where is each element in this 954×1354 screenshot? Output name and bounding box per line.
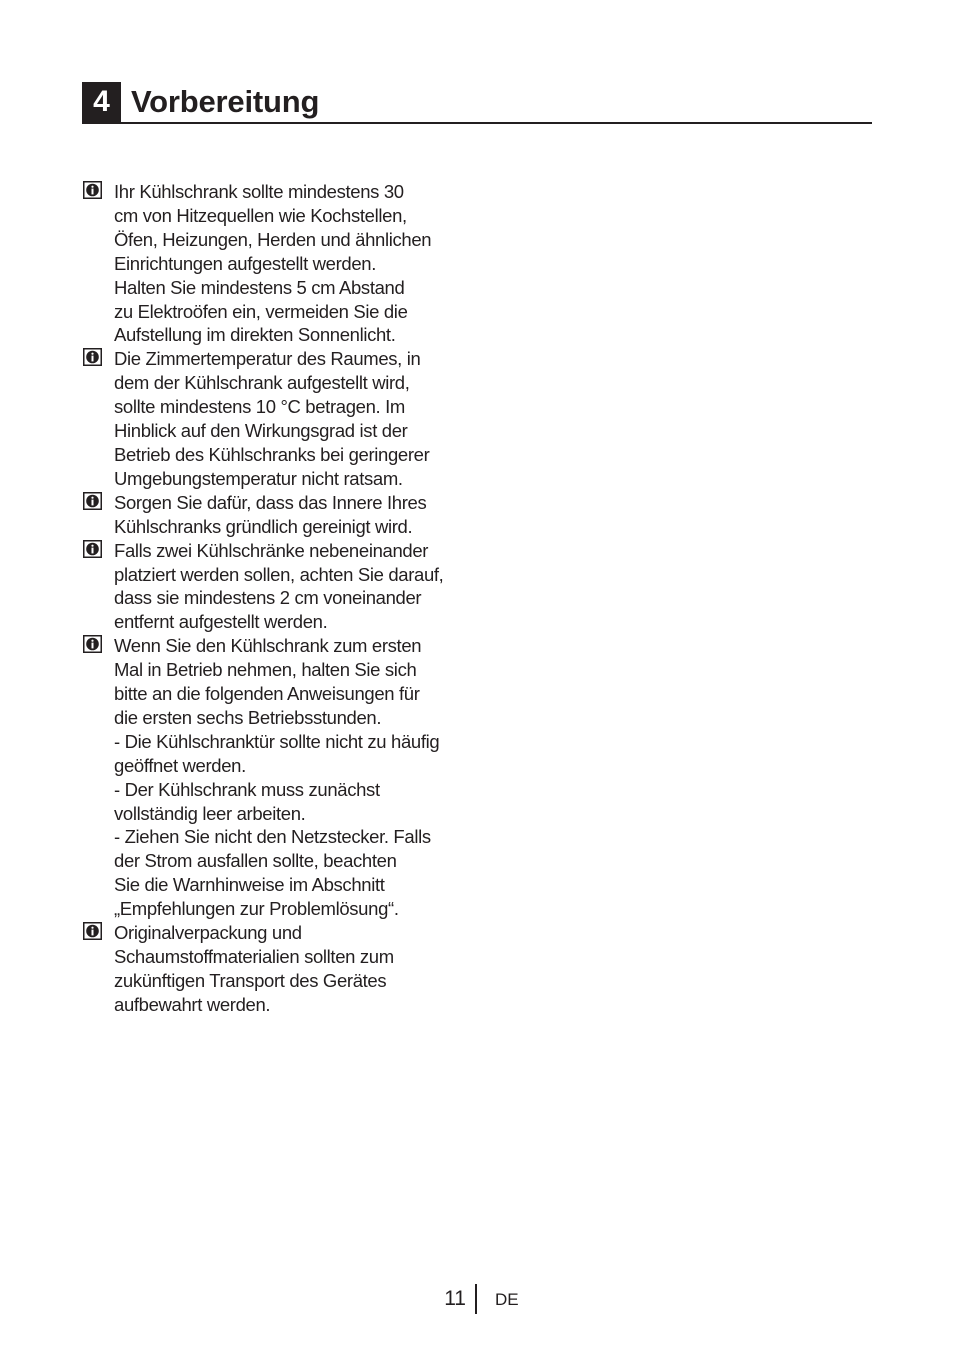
note-line: Aufstellung im direkten Sonnenlicht. <box>114 324 396 346</box>
note-line: Originalverpackung und <box>114 922 302 944</box>
note-line: cm von Hitzequellen wie Kochstellen, <box>114 204 407 226</box>
note-line: - Ziehen Sie nicht den Netzstecker. Falls <box>114 826 431 848</box>
info-icon <box>83 635 102 653</box>
info-icon <box>83 540 102 558</box>
note-item <box>82 180 482 347</box>
note-line: „Empfehlungen zur Problemlösung“. <box>114 898 399 920</box>
note-line: - Die Kühlschranktür sollte nicht zu häufig <box>114 730 440 752</box>
note-line: Einrichtungen aufgestellt werden. <box>114 252 377 274</box>
note-line: die ersten sechs Betriebsstunden. <box>114 706 382 728</box>
page-footer <box>0 1284 954 1316</box>
note-line: zukünftigen Transport des Gerätes <box>114 969 387 991</box>
note-line: Falls zwei Kühlschränke nebeneinander <box>114 539 429 561</box>
note-line: Sie die Warnhinweise im Abschnitt <box>114 874 385 896</box>
section-title: Vorbereitung <box>131 84 320 119</box>
note-line: Ihr Kühlschrank sollte mindestens 30 <box>114 181 404 202</box>
note-line: Halten Sie mindestens 5 cm Abstand <box>114 276 405 298</box>
note-line: Wenn Sie den Kühlschrank zum ersten <box>114 635 422 657</box>
note-item <box>82 634 482 921</box>
section-header <box>82 82 872 124</box>
footer-divider <box>475 1284 477 1314</box>
note-line: zu Elektroöfen ein, vermeiden Sie die <box>114 300 408 322</box>
notes-list <box>82 180 482 1017</box>
note-line: Kühlschranks gründlich gereinigt wird. <box>114 515 413 537</box>
note-line: geöffnet werden. <box>114 754 246 776</box>
section-number: 4 <box>82 82 121 122</box>
note-line: Die Zimmertemperatur des Raumes, in <box>114 348 421 370</box>
note-line: sollte mindestens 10 °C betragen. Im <box>114 396 405 418</box>
info-icon <box>83 922 102 940</box>
info-icon <box>83 348 102 366</box>
note-line: bitte an die folgenden Anweisungen für <box>114 683 420 705</box>
note-line: Schaumstoffmaterialien sollten zum <box>114 946 394 967</box>
info-icon <box>83 181 102 199</box>
note-line: der Strom ausfallen sollte, beachten <box>114 850 397 872</box>
note-item <box>82 347 482 490</box>
note-line: Umgebungstemperatur nicht ratsam. <box>114 467 403 489</box>
note-item <box>82 491 482 539</box>
note-line: entfernt aufgestellt werden. <box>114 611 328 633</box>
note-line: dass sie mindestens 2 cm voneinander <box>114 587 422 609</box>
note-item <box>82 539 482 635</box>
note-line: Betrieb des Kühlschranks bei geringerer <box>114 443 430 465</box>
note-line: aufbewahrt werden. <box>114 993 271 1015</box>
note-line: dem der Kühlschrank aufgestellt wird, <box>114 372 410 394</box>
note-line: vollständig leer arbeiten. <box>114 802 306 824</box>
page-number: 11 <box>444 1287 466 1310</box>
note-line: platziert werden sollen, achten Sie darauf, <box>114 563 444 585</box>
note-item <box>82 921 482 1017</box>
note-line: Sorgen Sie dafür, dass das Innere Ihres <box>114 491 427 513</box>
note-line: Öfen, Heizungen, Herden und ähnlichen <box>114 228 432 250</box>
note-line: Mal in Betrieb nehmen, halten Sie sich <box>114 659 417 681</box>
note-line: Hinblick auf den Wirkungsgrad ist der <box>114 420 408 442</box>
note-line: - Der Kühlschrank muss zunächst <box>114 778 380 800</box>
language-code: DE <box>495 1290 519 1309</box>
info-icon <box>83 492 102 510</box>
